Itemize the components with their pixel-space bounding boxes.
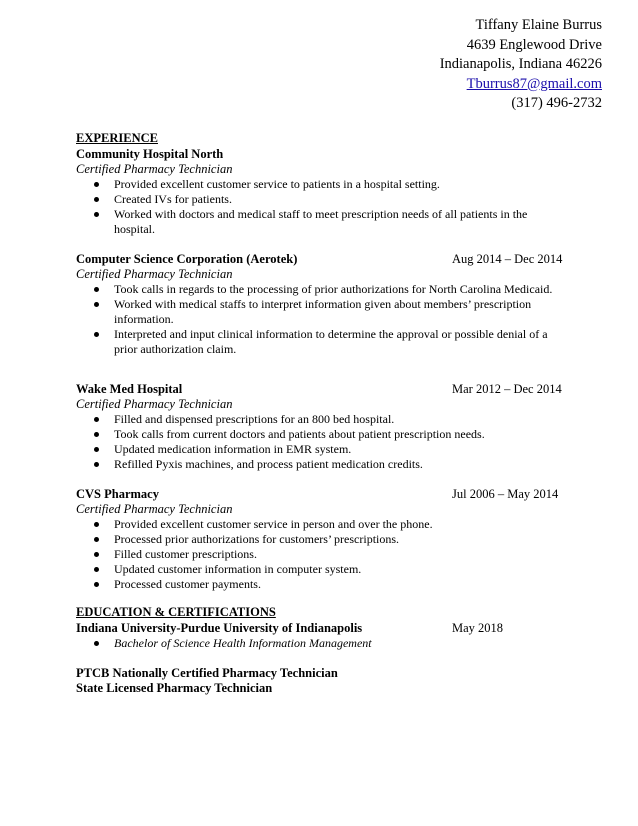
education-heading: EDUCATION & CERTIFICATIONS <box>76 605 276 619</box>
experience-heading: EXPERIENCE <box>76 131 158 145</box>
certification: State Licensed Pharmacy Technician <box>76 681 273 695</box>
job-entry <box>76 252 566 357</box>
job-bullet: Interpreted and input clinical information to determine the approval or possible denial of a prior authorization claim. <box>76 327 554 357</box>
phone-number: (317) 496-2732 <box>511 95 602 111</box>
employer-name: Wake Med Hospital <box>76 382 183 396</box>
degree-bullet: Bachelor of Science Health Information Management <box>76 636 554 651</box>
job-bullet: Refilled Pyxis machines, and process patient medication credits. <box>76 457 554 472</box>
education-entry <box>76 621 566 651</box>
school-name: Indiana University-Purdue University of Indianapolis <box>76 621 363 635</box>
job-bullet: Took calls in regards to the processing of prior authorizations for North Carolina Medicaid. <box>76 282 554 297</box>
job-bullet: Worked with doctors and medical staff to meet prescription needs of all patients in the hospital. <box>76 207 554 237</box>
job-bullet: Processed prior authorizations for customers’ prescriptions. <box>76 532 554 547</box>
graduation-date: May 2018 <box>452 621 504 635</box>
job-bullet: Worked with medical staffs to interpret information given about members’ prescription information. <box>76 297 554 327</box>
job-dates: Mar 2012 – Dec 2014 <box>452 382 562 396</box>
job-role: Certified Pharmacy Technician <box>76 162 233 176</box>
job-bullet: Created IVs for patients. <box>76 192 554 207</box>
employer-name: Community Hospital North <box>76 147 224 161</box>
job-entry <box>76 147 566 237</box>
job-entry <box>76 382 566 472</box>
employer-name: Computer Science Corporation (Aerotek) <box>76 252 298 266</box>
job-bullet: Provided excellent customer service in person and over the phone. <box>76 517 554 532</box>
job-bullet: Filled customer prescriptions. <box>76 547 554 562</box>
job-role: Certified Pharmacy Technician <box>76 502 233 516</box>
job-bullet: Updated customer information in computer system. <box>76 562 554 577</box>
applicant-name: Tiffany Elaine Burrus <box>475 17 602 33</box>
job-bullet: Updated medication information in EMR system. <box>76 442 554 457</box>
job-bullet: Provided excellent customer service to patients in a hospital setting. <box>76 177 554 192</box>
job-bullet: Processed customer payments. <box>76 577 554 592</box>
job-bullet: Filled and dispensed prescriptions for an 800 bed hospital. <box>76 412 554 427</box>
job-role: Certified Pharmacy Technician <box>76 267 233 281</box>
email-link[interactable]: Tburrus87@gmail.com <box>466 75 602 92</box>
city-state-zip: Indianapolis, Indiana 46226 <box>439 56 602 72</box>
job-role: Certified Pharmacy Technician <box>76 397 233 411</box>
job-dates: Jul 2006 – May 2014 <box>452 487 559 501</box>
contact-header <box>440 16 602 114</box>
employer-name: CVS Pharmacy <box>76 487 159 501</box>
job-dates: Aug 2014 – Dec 2014 <box>452 252 563 266</box>
certification: PTCB Nationally Certified Pharmacy Technician <box>76 666 338 680</box>
job-entry <box>76 487 566 592</box>
street-address: 4639 Englewood Drive <box>466 36 602 53</box>
job-bullet: Took calls from current doctors and patients about patient prescription needs. <box>76 427 554 442</box>
